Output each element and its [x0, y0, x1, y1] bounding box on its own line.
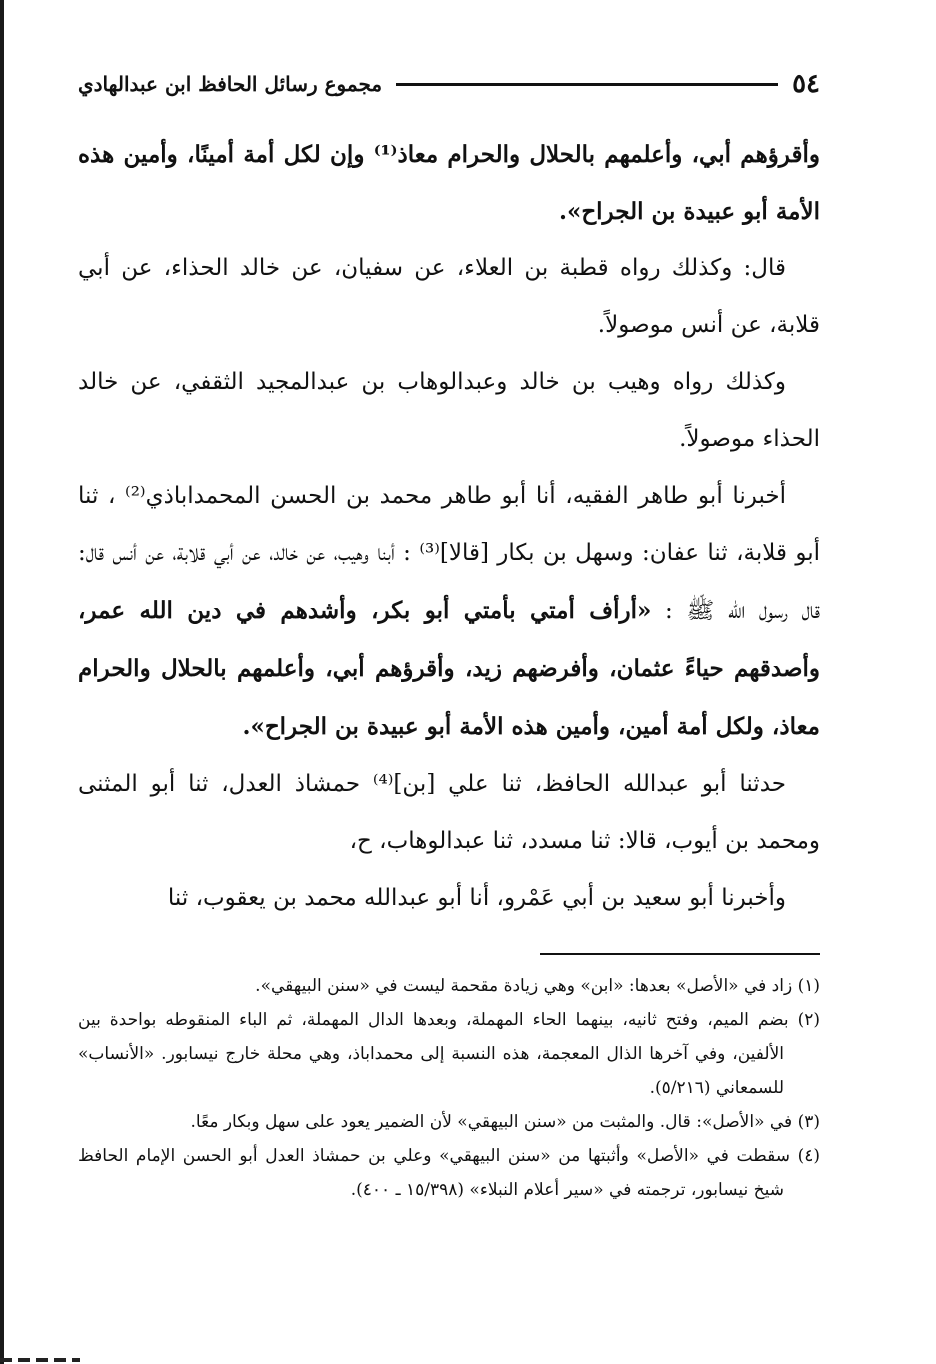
paragraph-2: قال: وكذلك رواه قطبة بن العلاء، عن سفيان، عن خالد الحذاء، عن أبي قلابة، عن أنس موصولاً.: [78, 255, 820, 338]
paragraph-4: [78, 468, 820, 756]
page-binding-edge: [0, 0, 4, 1364]
paragraph-5: حدثنا أبو عبدالله الحافظ، ثنا علي [بن]⁽⁴⁾ حمشاذ العدل، ثنا أبو المثنى ومحمد بن أيوب، قالا: ثنا مسدد، ثنا عبدالوهاب، ح،: [78, 771, 820, 854]
running-title: مجموع رسائل الحافظ ابن عبدالهادي: [78, 72, 383, 96]
footnote-separator: [540, 953, 820, 955]
footnote-2: (٢) بضم الميم، وفتح ثانيه، بينهما الحاء المهملة، وبعدها الدال المهملة، ثم الباء المنقوطه بواحدة بين الألفين، وفي آخرها الذال المعجمة، هذه النسبة إلى محمداباذ، وهي محلة خارج نيسابور. «الأنساب» للسمعاني (٥/٢١٦).: [78, 1010, 820, 1098]
paragraph-3: وكذلك رواه وهيب بن خالد وعبدالوهاب بن عبدالمجيد الثقفي، عن خالد الحذاء موصولاً.: [78, 369, 820, 452]
footnote-4: (٤) سقطت في «الأصل» وأثبتها من «سنن البيهقي» وعلي بن حمشاذ العدل أبو الحسن الإمام الحافظ شيخ نيسابور، ترجمته في «سير أعلام النبلاء» (١٥/٣٩٨ ـ ٤٠٠).: [78, 1146, 820, 1200]
paragraph-1: وأقرؤهم أبي، وأعلمهم بالحلال والحرام معاذ⁽¹⁾ وإن لكل أمة أمينًا، وأمين هذه الأمة أبو عبيدة بن الجراح».: [78, 141, 820, 225]
footnote-1: (١) زاد في «الأصل» بعدها: «ابن» وهي زيادة مقحمة ليست في «سنن البيهقي».: [255, 976, 820, 996]
book-page: [78, 60, 820, 1207]
scan-edge-marks: [0, 1358, 80, 1362]
footnotes: [78, 969, 820, 1207]
header-rule: [396, 83, 778, 86]
paragraph-6: وأخبرنا أبو سعيد بن أبي عَمْرو، أنا أبو عبدالله محمد بن يعقوب، ثنا: [167, 885, 786, 911]
running-header: [78, 60, 820, 108]
main-text: [78, 126, 820, 927]
page-number: ٥٤: [792, 69, 820, 99]
isnad-chain: أخبرنا أبو طاهر الفقيه، أنا أبو طاهر محمد بن الحسن المحمداباذي⁽²⁾ ، ثنا أبو قلابة، ثنا عفان: وسهل بن بكار [قالا]⁽³⁾ : أبنا وهيب، عن خالد، عن أبي قلابة، عن أنس قال: قال رسول الله ﷺ :: [78, 483, 820, 624]
hadith-text: «أرأف أمتي بأمتي أبو بكر، وأشدهم في دين الله عمر، وأصدقهم حياءً عثمان، وأفرضهم زيد، وأقرؤهم أبي، وأعلمهم بالحلال والحرام معاذ، ولكل أمة أمين، وأمين هذه الأمة أبو عبيدة بن الجراح».: [78, 597, 820, 740]
footnote-3: (٣) في «الأصل»: قال. والمثبت من «سنن البيهقي» لأن الضمير يعود على سهل وبكار معًا.: [190, 1112, 820, 1132]
